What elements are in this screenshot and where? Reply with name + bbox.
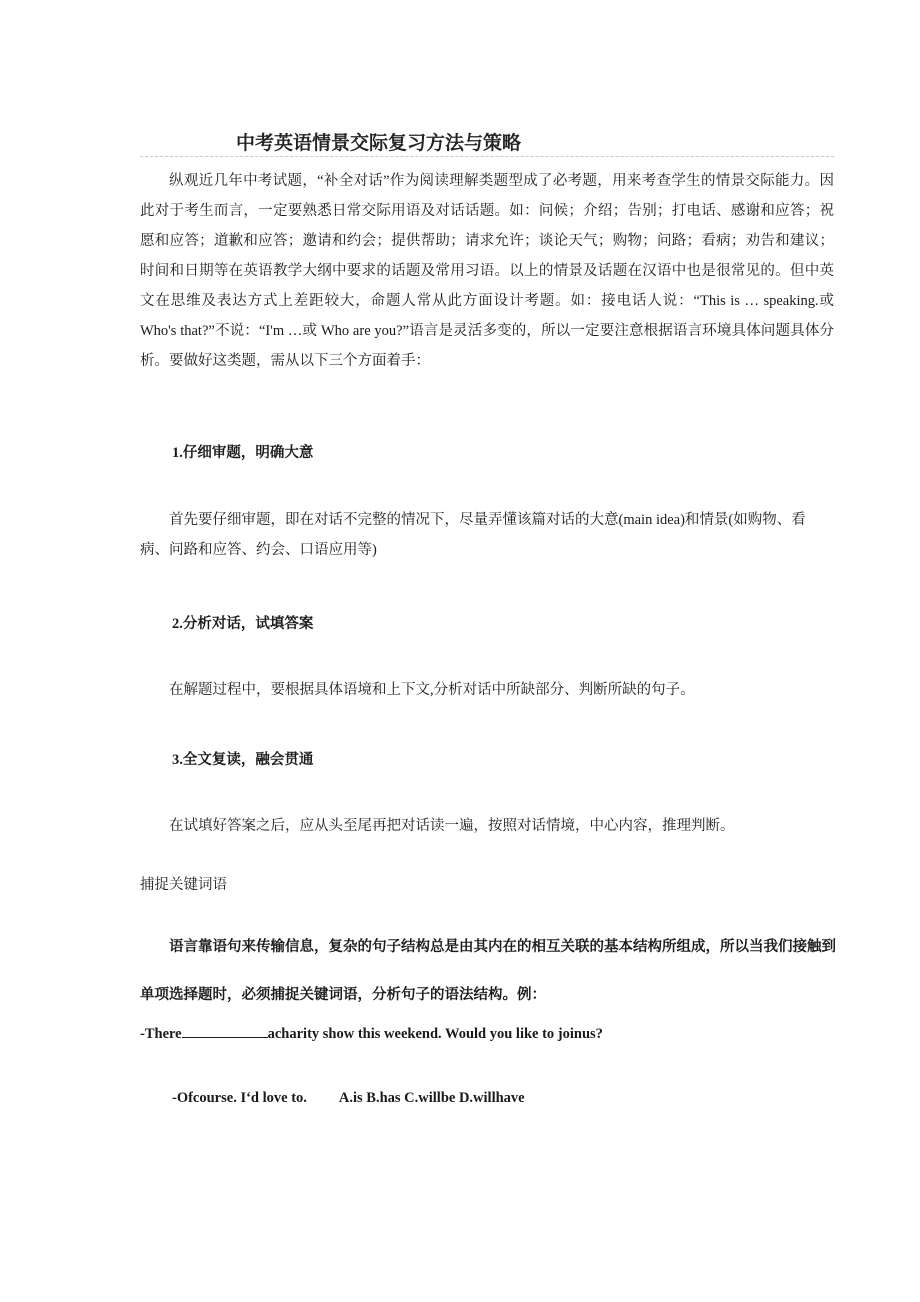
example-options: A.is B.has C.willbe D.willhave <box>338 1090 525 1106</box>
example-question-start: -There <box>140 1026 182 1042</box>
example-question-end: acharity show this weekend. Would you like to joinus? <box>267 1026 603 1042</box>
example-question <box>140 1025 603 1043</box>
example-reply: -Ofcourse. I‘d love to. <box>172 1090 307 1106</box>
title-divider <box>140 156 834 157</box>
example-answer <box>172 1090 525 1107</box>
section-text-1: 首先要仔细审题，即在对话不完整的情况下，尽量弄懂该篇对话的大意(main idea)和情景(如购物、看病、问路和应答、约会、口语应用等) <box>140 512 806 558</box>
section-text-3: 在试填好答案之后，应从头至尾再把对话读一遍，按照对话情境，中心内容，推理判断。 <box>169 818 735 834</box>
page-title: 中考英语情景交际复习方法与策略 <box>236 132 522 154</box>
intro-paragraph: 纵观近几年中考试题，“补全对话”作为阅读理解类题型成了必考题，用来考查学生的情景交际能力。因此对于考生而言，一定要熟悉日常交际用语及对话话题。如：问候；介绍；告别；打电话、感谢和应答；祝愿和应答；道歉和应答；邀请和约会；提供帮助；请求允许；谈论天气；购物；问路；看病；劝告和建议；时间和日期等在英语教学大纲中要求的话题及常用习语。以上的情景及话题在汉语中也是很常见的。但中英文在思维及表达方式上差距较大，命题人常从此方面设计考题。如：接电话人说：“This is … speaking.或 Who's that?”不说：“I'm …或 Who are you?”语言是灵活多变的，所以一定要注意根据语言环境具体问题具体分析。要做好这类题，需从以下三个方面着手： <box>140 173 834 369</box>
section-heading-3: 3.全文复读，融会贯通 <box>172 752 314 768</box>
key-paragraph: 语言靠语句来传输信息，复杂的句子结构总是由其内在的相互关联的基本结构所组成，所以当我们接触到单项选择题时，必须捕捉关键词语，分析句子的语法结构。例： <box>140 939 836 1003</box>
section-text-2: 在解题过程中，要根据具体语境和上下文,分析对话中所缺部分、判断所缺的句子。 <box>169 682 695 698</box>
section-heading-1: 1.仔细审题，明确大意 <box>172 445 314 461</box>
section-heading-2: 2.分析对话，试填答案 <box>172 616 314 632</box>
answer-blank <box>182 1025 268 1038</box>
subheading: 捕捉关键词语 <box>140 877 227 893</box>
